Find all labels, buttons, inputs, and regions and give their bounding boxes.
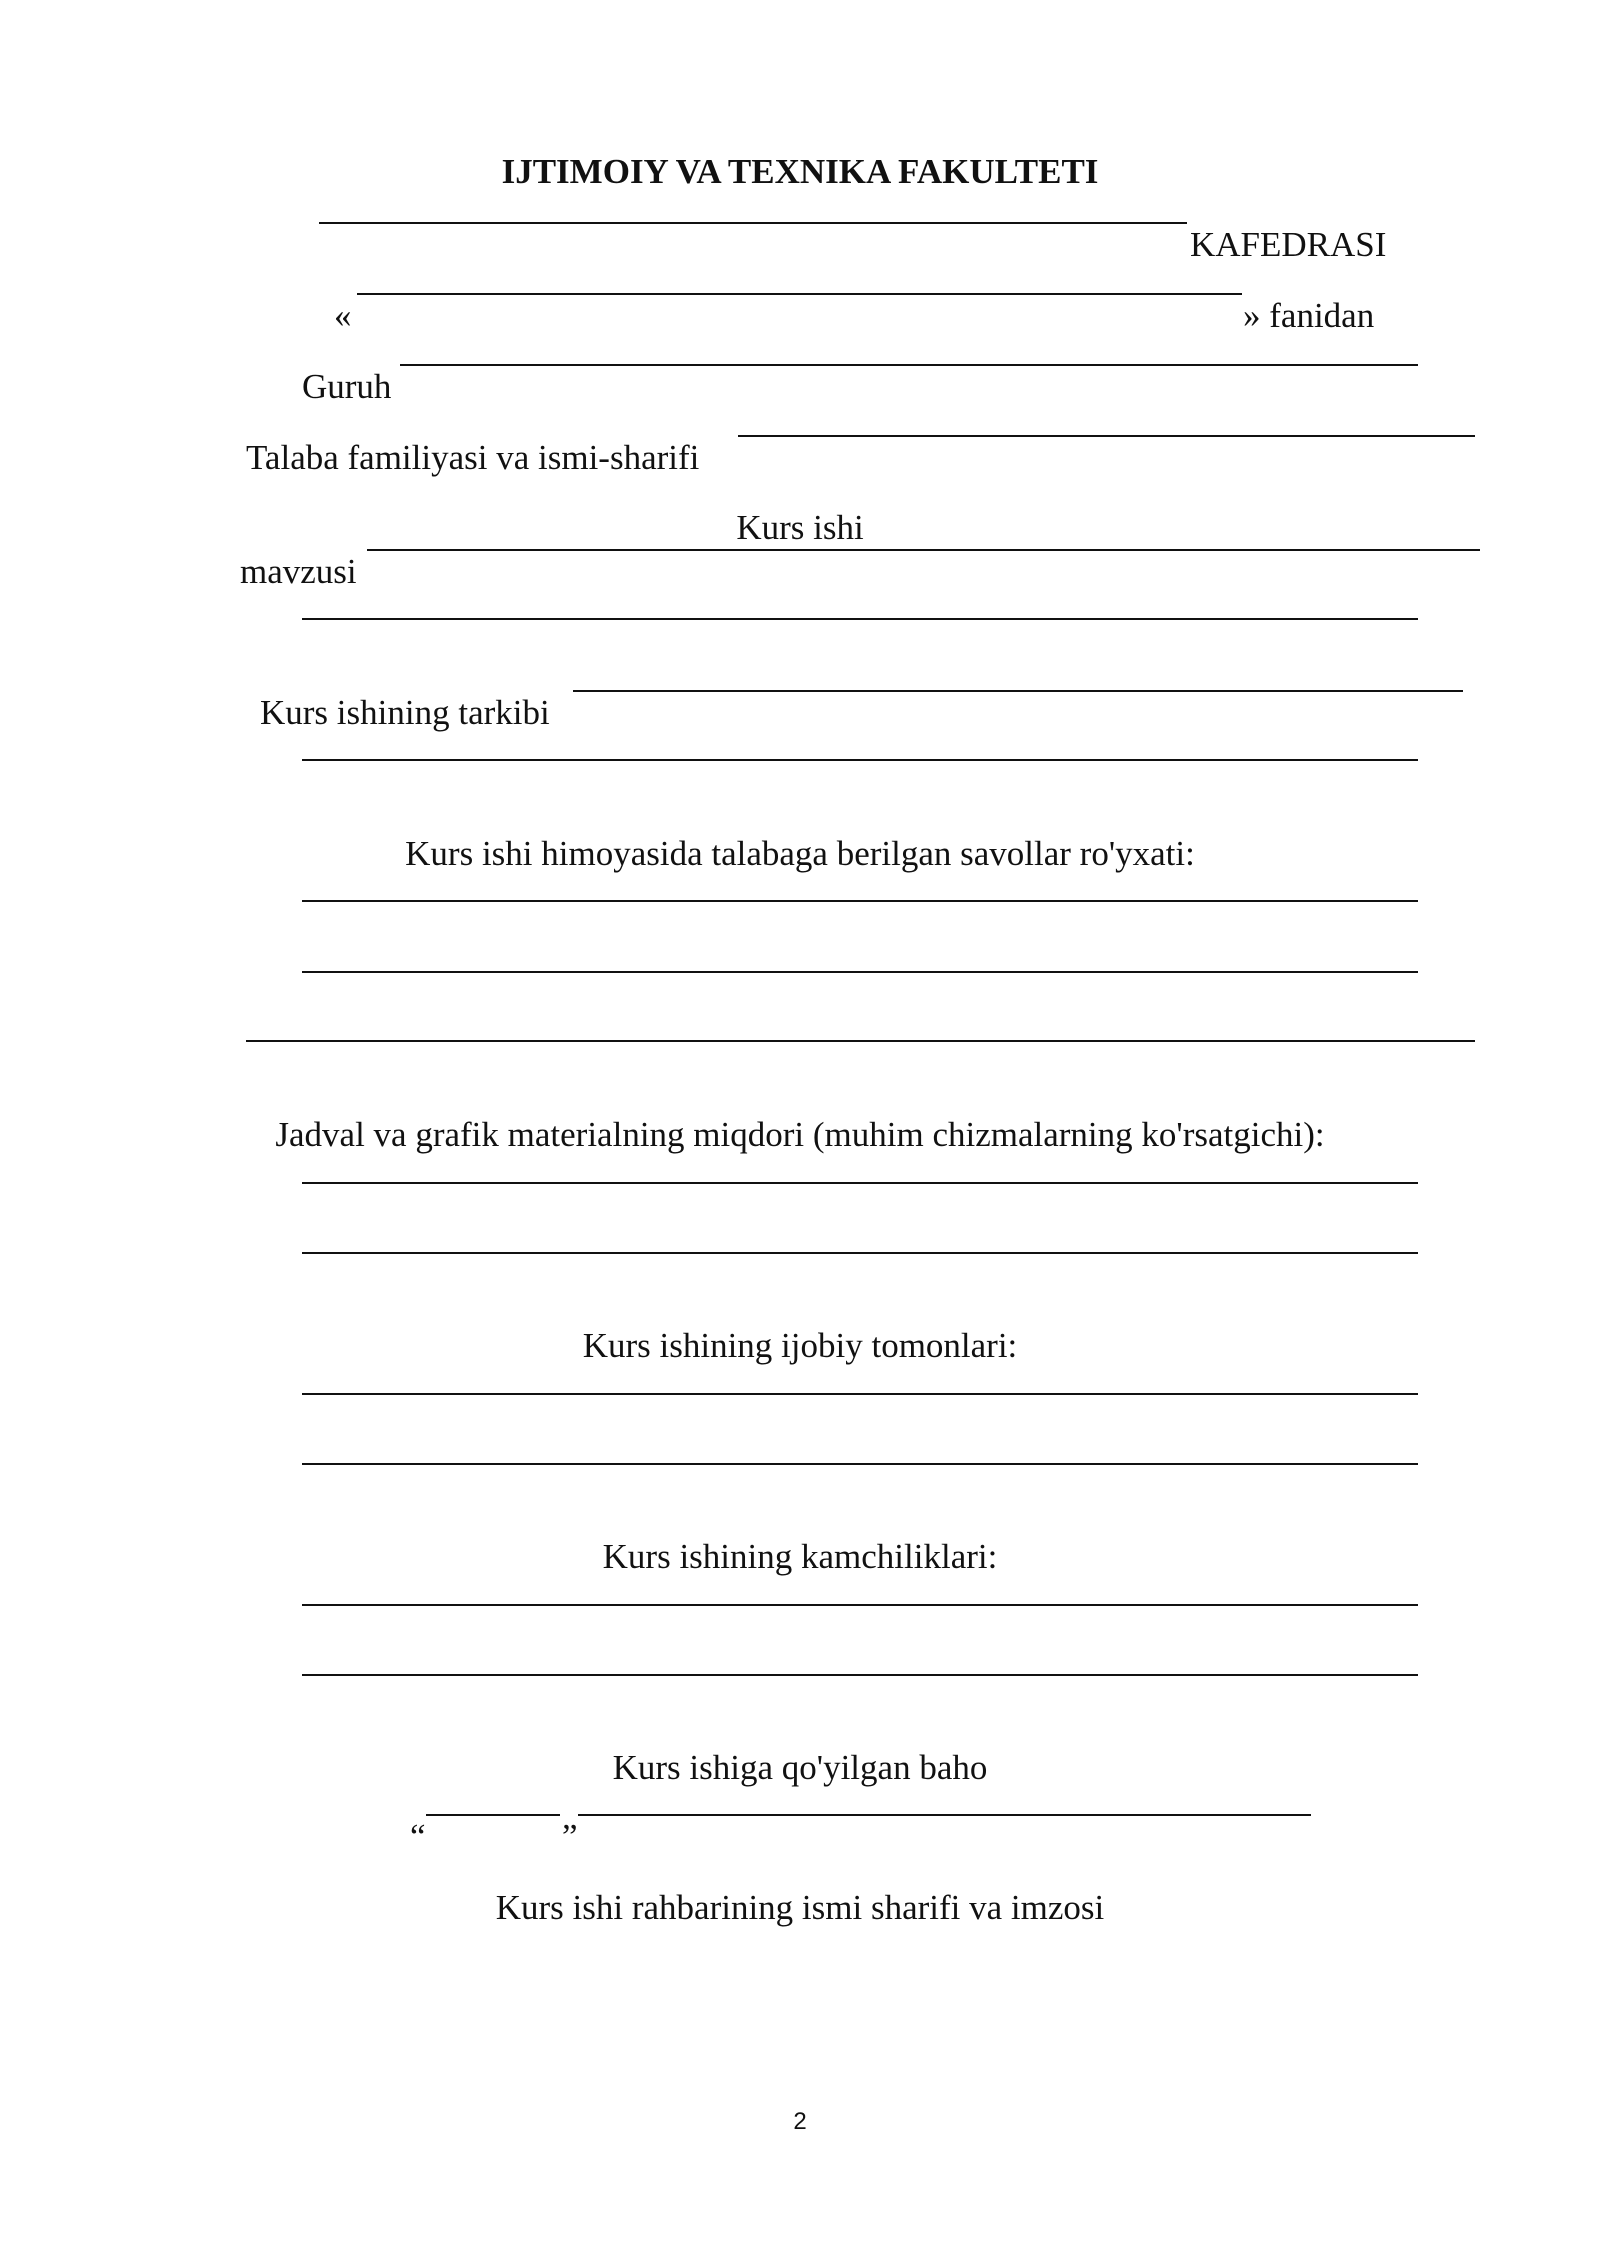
questions-blank-line-1[interactable] — [302, 900, 1418, 902]
positives-blank-line-2[interactable] — [302, 1463, 1418, 1465]
materials-blank-line-1[interactable] — [302, 1182, 1418, 1184]
supervisor-label: Kurs ishi rahbarining ismi sharifi va imzosi — [495, 1888, 1105, 1927]
grade-signature-blank-line[interactable] — [578, 1814, 1311, 1816]
shortcomings-blank-line-2[interactable] — [302, 1674, 1418, 1676]
content-blank-line-2[interactable] — [302, 759, 1418, 761]
fan-blank-line[interactable] — [357, 293, 1242, 295]
materials-label: Jadval va grafik materialning miqdori (muhim chizmalarning ko'rsatgichi): — [275, 1115, 1325, 1154]
questions-blank-line-2[interactable] — [302, 971, 1418, 973]
topic-label-line2: mavzusi — [240, 552, 357, 591]
kafedra-label: KAFEDRASI — [1190, 225, 1387, 264]
content-label: Kurs ishining tarkibi — [260, 693, 550, 732]
positives-blank-line-1[interactable] — [302, 1393, 1418, 1395]
content-blank-line-1[interactable] — [573, 690, 1463, 692]
student-name-blank-line[interactable] — [738, 435, 1475, 437]
grade-label: Kurs ishiga qo'yilgan baho — [612, 1748, 988, 1787]
kafedra-blank-line[interactable] — [319, 222, 1187, 224]
grade-blank-line[interactable] — [426, 1814, 560, 1816]
student-name-label: Talaba familiyasi va ismi-sharifi — [246, 438, 700, 477]
shortcomings-blank-line-1[interactable] — [302, 1604, 1418, 1606]
materials-blank-line-2[interactable] — [302, 1252, 1418, 1254]
grade-close-quote: ” — [562, 1817, 578, 1856]
fan-label: » fanidan — [1243, 296, 1375, 335]
faculty-title: IJTIMOIY VA TEXNIKA FAKULTETI — [501, 152, 1099, 191]
topic-blank-line-1[interactable] — [367, 549, 1480, 551]
questions-label: Kurs ishi himoyasida talabaga berilgan savollar ro'yxati: — [405, 834, 1195, 873]
grade-open-quote: “ — [410, 1817, 426, 1856]
fan-open-quote: « — [334, 296, 352, 335]
topic-label-line1: Kurs ishi — [736, 508, 864, 547]
topic-blank-line-2[interactable] — [302, 618, 1418, 620]
group-blank-line[interactable] — [400, 364, 1418, 366]
positives-label: Kurs ishining ijobiy tomonlari: — [582, 1326, 1018, 1365]
questions-blank-line-3[interactable] — [246, 1040, 1475, 1042]
shortcomings-label: Kurs ishining kamchiliklari: — [602, 1537, 998, 1576]
group-label: Guruh — [302, 367, 392, 406]
page-number: 2 — [793, 2108, 807, 2135]
